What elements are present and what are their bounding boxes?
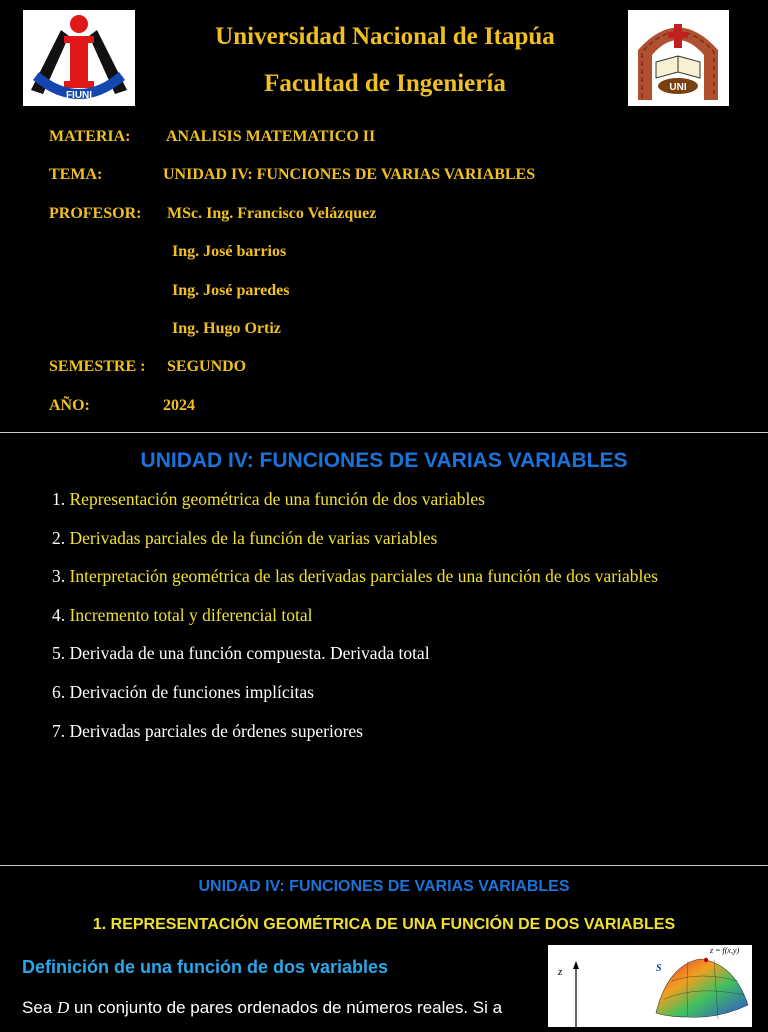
faculty-name: Facultad de Ingeniería [264,70,506,97]
section-slide [0,866,768,1024]
uni-logo-text: UNI [669,82,687,93]
definition-text-post: un conjunto de pares ordenados de números reales. Si a [69,998,503,1017]
materia-label: MATERIA: [49,128,131,145]
toc-item-text: Derivadas parciales de la función de varias variables [69,528,438,548]
toc-item-number: 4. [52,605,66,625]
toc-item-number: 7. [52,721,66,741]
contents-title: UNIDAD IV: FUNCIONES DE VARIAS VARIABLES [140,449,628,472]
tema-value: UNIDAD IV: FUNCIONES DE VARIAS VARIABLES [163,166,536,183]
toc-item [52,643,430,664]
toc-item-text: Derivada de una función compuesta. Derivada total [69,643,430,663]
section-subheading: 1. REPRESENTACIÓN GEOMÉTRICA DE UNA FUNCIÓN DE DOS VARIABLES [92,916,676,933]
profesor-4: Ing. Hugo Ortiz [172,320,281,337]
profesor-3: Ing. José paredes [172,282,290,299]
toc-item-text: Interpretación geométrica de las derivadas parciales de una función de dos variables [69,566,658,586]
university-name: Universidad Nacional de Itapúa [215,23,555,50]
toc-item-text: Incremento total y diferencial total [69,605,313,625]
definition-text [22,998,502,1018]
surface-figure [548,945,752,1027]
uni-logo [628,10,729,106]
profesor-label: PROFESOR: [49,205,142,222]
anio-value: 2024 [163,397,195,414]
surface-shape [656,959,748,1017]
toc-item [52,528,437,549]
title-slide [0,0,768,432]
tema-label: TEMA: [49,166,103,183]
toc-item-text: Derivación de funciones implícitas [69,682,314,702]
toc-item-number: 3. [52,566,66,586]
profesor-2: Ing. José barrios [172,243,287,260]
toc-item [52,682,314,703]
semestre-label: SEMESTRE : [49,358,146,375]
definition-variable: D [56,998,70,1017]
toc-item-text: Representación geométrica de una función de dos variables [69,489,485,509]
toc-item [52,566,658,587]
toc-item [52,605,312,626]
definition-title: Definición de una función de dos variables [22,957,389,977]
anio-label: AÑO: [49,397,90,414]
surface-label: S [656,963,662,974]
contents-slide [0,433,768,865]
toc-item [52,721,363,742]
function-label: z = f(x,y) [710,946,740,955]
profesor-value: MSc. Ing. Francisco Velázquez [167,205,377,222]
toc-item-text: Derivadas parciales de órdenes superiores [69,721,363,741]
toc-item [52,489,485,510]
toc-item-number: 6. [52,682,66,702]
semestre-value: SEGUNDO [167,358,247,375]
fiuni-logo [23,10,135,106]
section-heading: UNIDAD IV: FUNCIONES DE VARIAS VARIABLES [198,878,570,895]
toc-item-number: 5. [52,643,66,663]
fiuni-logo-text: FIUNI [65,90,93,101]
materia-value: ANALISIS MATEMATICO II [166,128,376,145]
surface-point [704,958,708,962]
toc-item-number: 1. [52,489,66,509]
z-axis-label: z [558,966,563,978]
toc-item-number: 2. [52,528,66,548]
definition-text-pre: Sea [22,998,57,1017]
